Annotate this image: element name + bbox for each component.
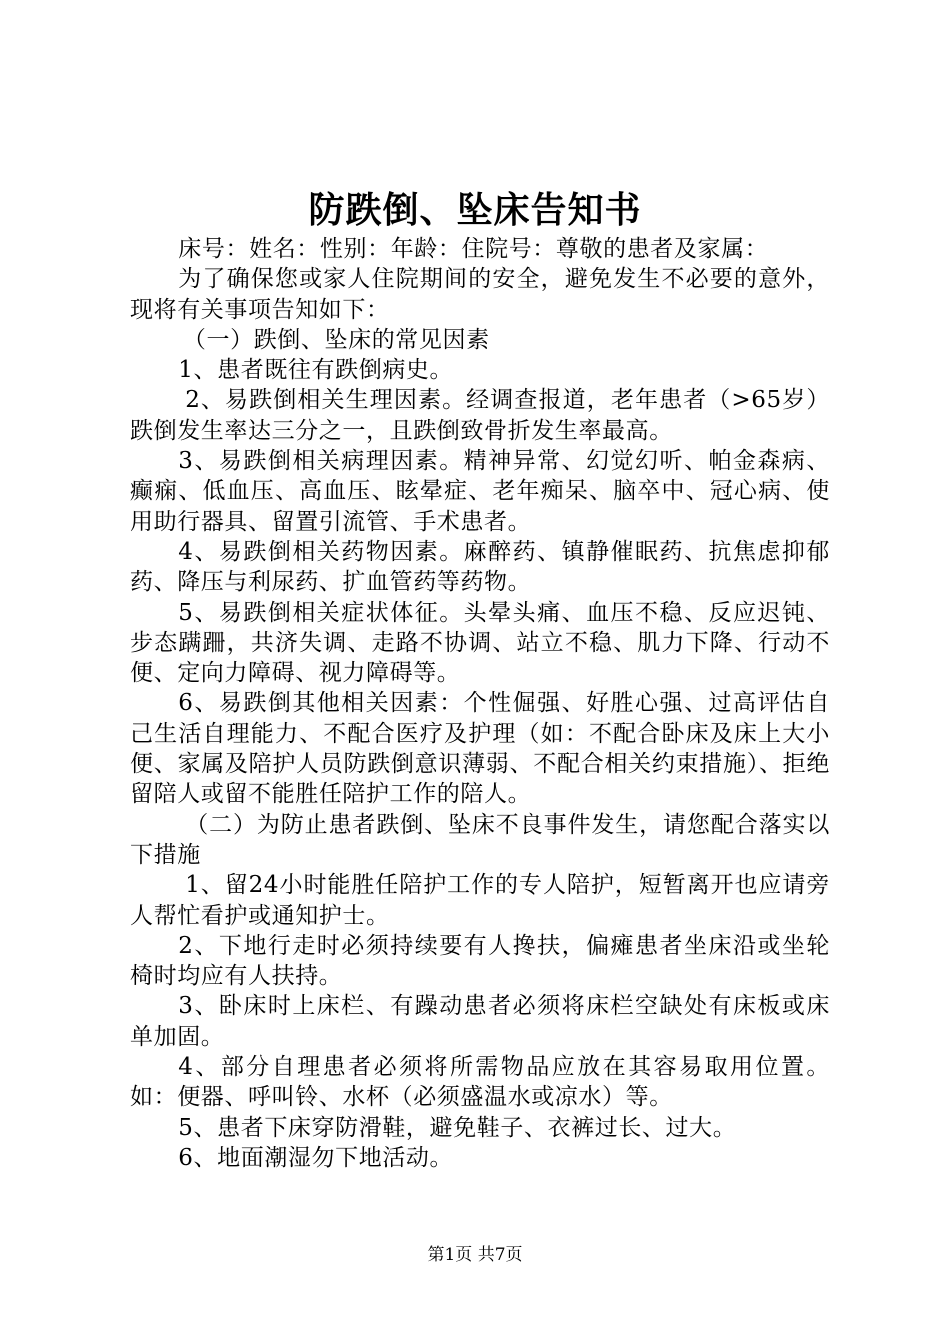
factor-item-3: 3、易跌倒相关病理因素。精神异常、幻觉幻听、帕金森病、癫痫、低血压、高血压、眩晕症、老年痴呆、脑卒中、冠心病、使用助行器具、留置引流管、手术患者。 bbox=[130, 448, 830, 535]
factor-item-1: 1、患者既往有跌倒病史。 bbox=[178, 357, 454, 384]
measure-item-5: 5、患者下床穿防滑鞋，避免鞋子、衣裤过长、过大。 bbox=[178, 1114, 737, 1141]
factor-item-2: 2、易跌倒相关生理因素。经调查报道，老年患者（>65岁）跌倒发生率达三分之一，且跌倒致骨折发生率最高。 bbox=[130, 387, 830, 444]
document-body bbox=[130, 234, 830, 1173]
page-number-footer: 第1页 共7页 bbox=[427, 1245, 523, 1265]
intro-paragraph: 为了确保您或家人住院期间的安全，避免发生不必要的意外，现将有关事项告知如下： bbox=[130, 266, 830, 323]
measure-item-6: 6、地面潮湿勿下地活动。 bbox=[178, 1144, 454, 1171]
measure-item-2: 2、下地行走时必须持续要有人搀扶，偏瘫患者坐床沿或坐轮椅时均应有人扶持。 bbox=[130, 932, 830, 990]
factor-item-6: 6、易跌倒其他相关因素：个性倔强、好胜心强、过高评估自己生活自理能力、不配合医疗及护理（如：不配合卧床及床上大小便、家属及陪护人员防跌倒意识薄弱、不配合相关约束措施）、拒绝留陪人或留不能胜任陪护工作的陪人。 bbox=[130, 690, 830, 808]
document-title: 防跌倒、坠床告知书 bbox=[308, 189, 642, 231]
section-heading-1: （一）跌倒、坠床的常见因素 bbox=[182, 326, 490, 353]
factor-item-4: 4、易跌倒相关药物因素。麻醉药、镇静催眠药、抗焦虑抑郁药、降压与利尿药、扩血管药等药物。 bbox=[130, 538, 830, 596]
factor-item-5: 5、易跌倒相关症状体征。头晕头痛、血压不稳、反应迟钝、步态蹒跚，共济失调、走路不协调、站立不稳、肌力下降、行动不便、定向力障碍、视力障碍等。 bbox=[130, 599, 830, 687]
section-heading-2: （二）为防止患者跌倒、坠床不良事件发生，请您配合落实以下措施 bbox=[130, 811, 830, 868]
measure-item-3: 3、卧床时上床栏、有躁动患者必须将床栏空缺处有床板或床单加固。 bbox=[130, 993, 830, 1050]
measure-item-1: 1、留24小时能胜任陪护工作的专人陪护，短暂离开也应请旁人帮忙看护或通知护士。 bbox=[130, 872, 830, 929]
measure-item-4: 4、部分自理患者必须将所需物品应放在其容易取用位置。如：便器、呼叫铃、水杯（必须盛温水或凉水）等。 bbox=[130, 1054, 830, 1111]
header-fields-line: 床号：姓名：性别：年龄：住院号：尊敬的患者及家属： bbox=[178, 236, 769, 262]
